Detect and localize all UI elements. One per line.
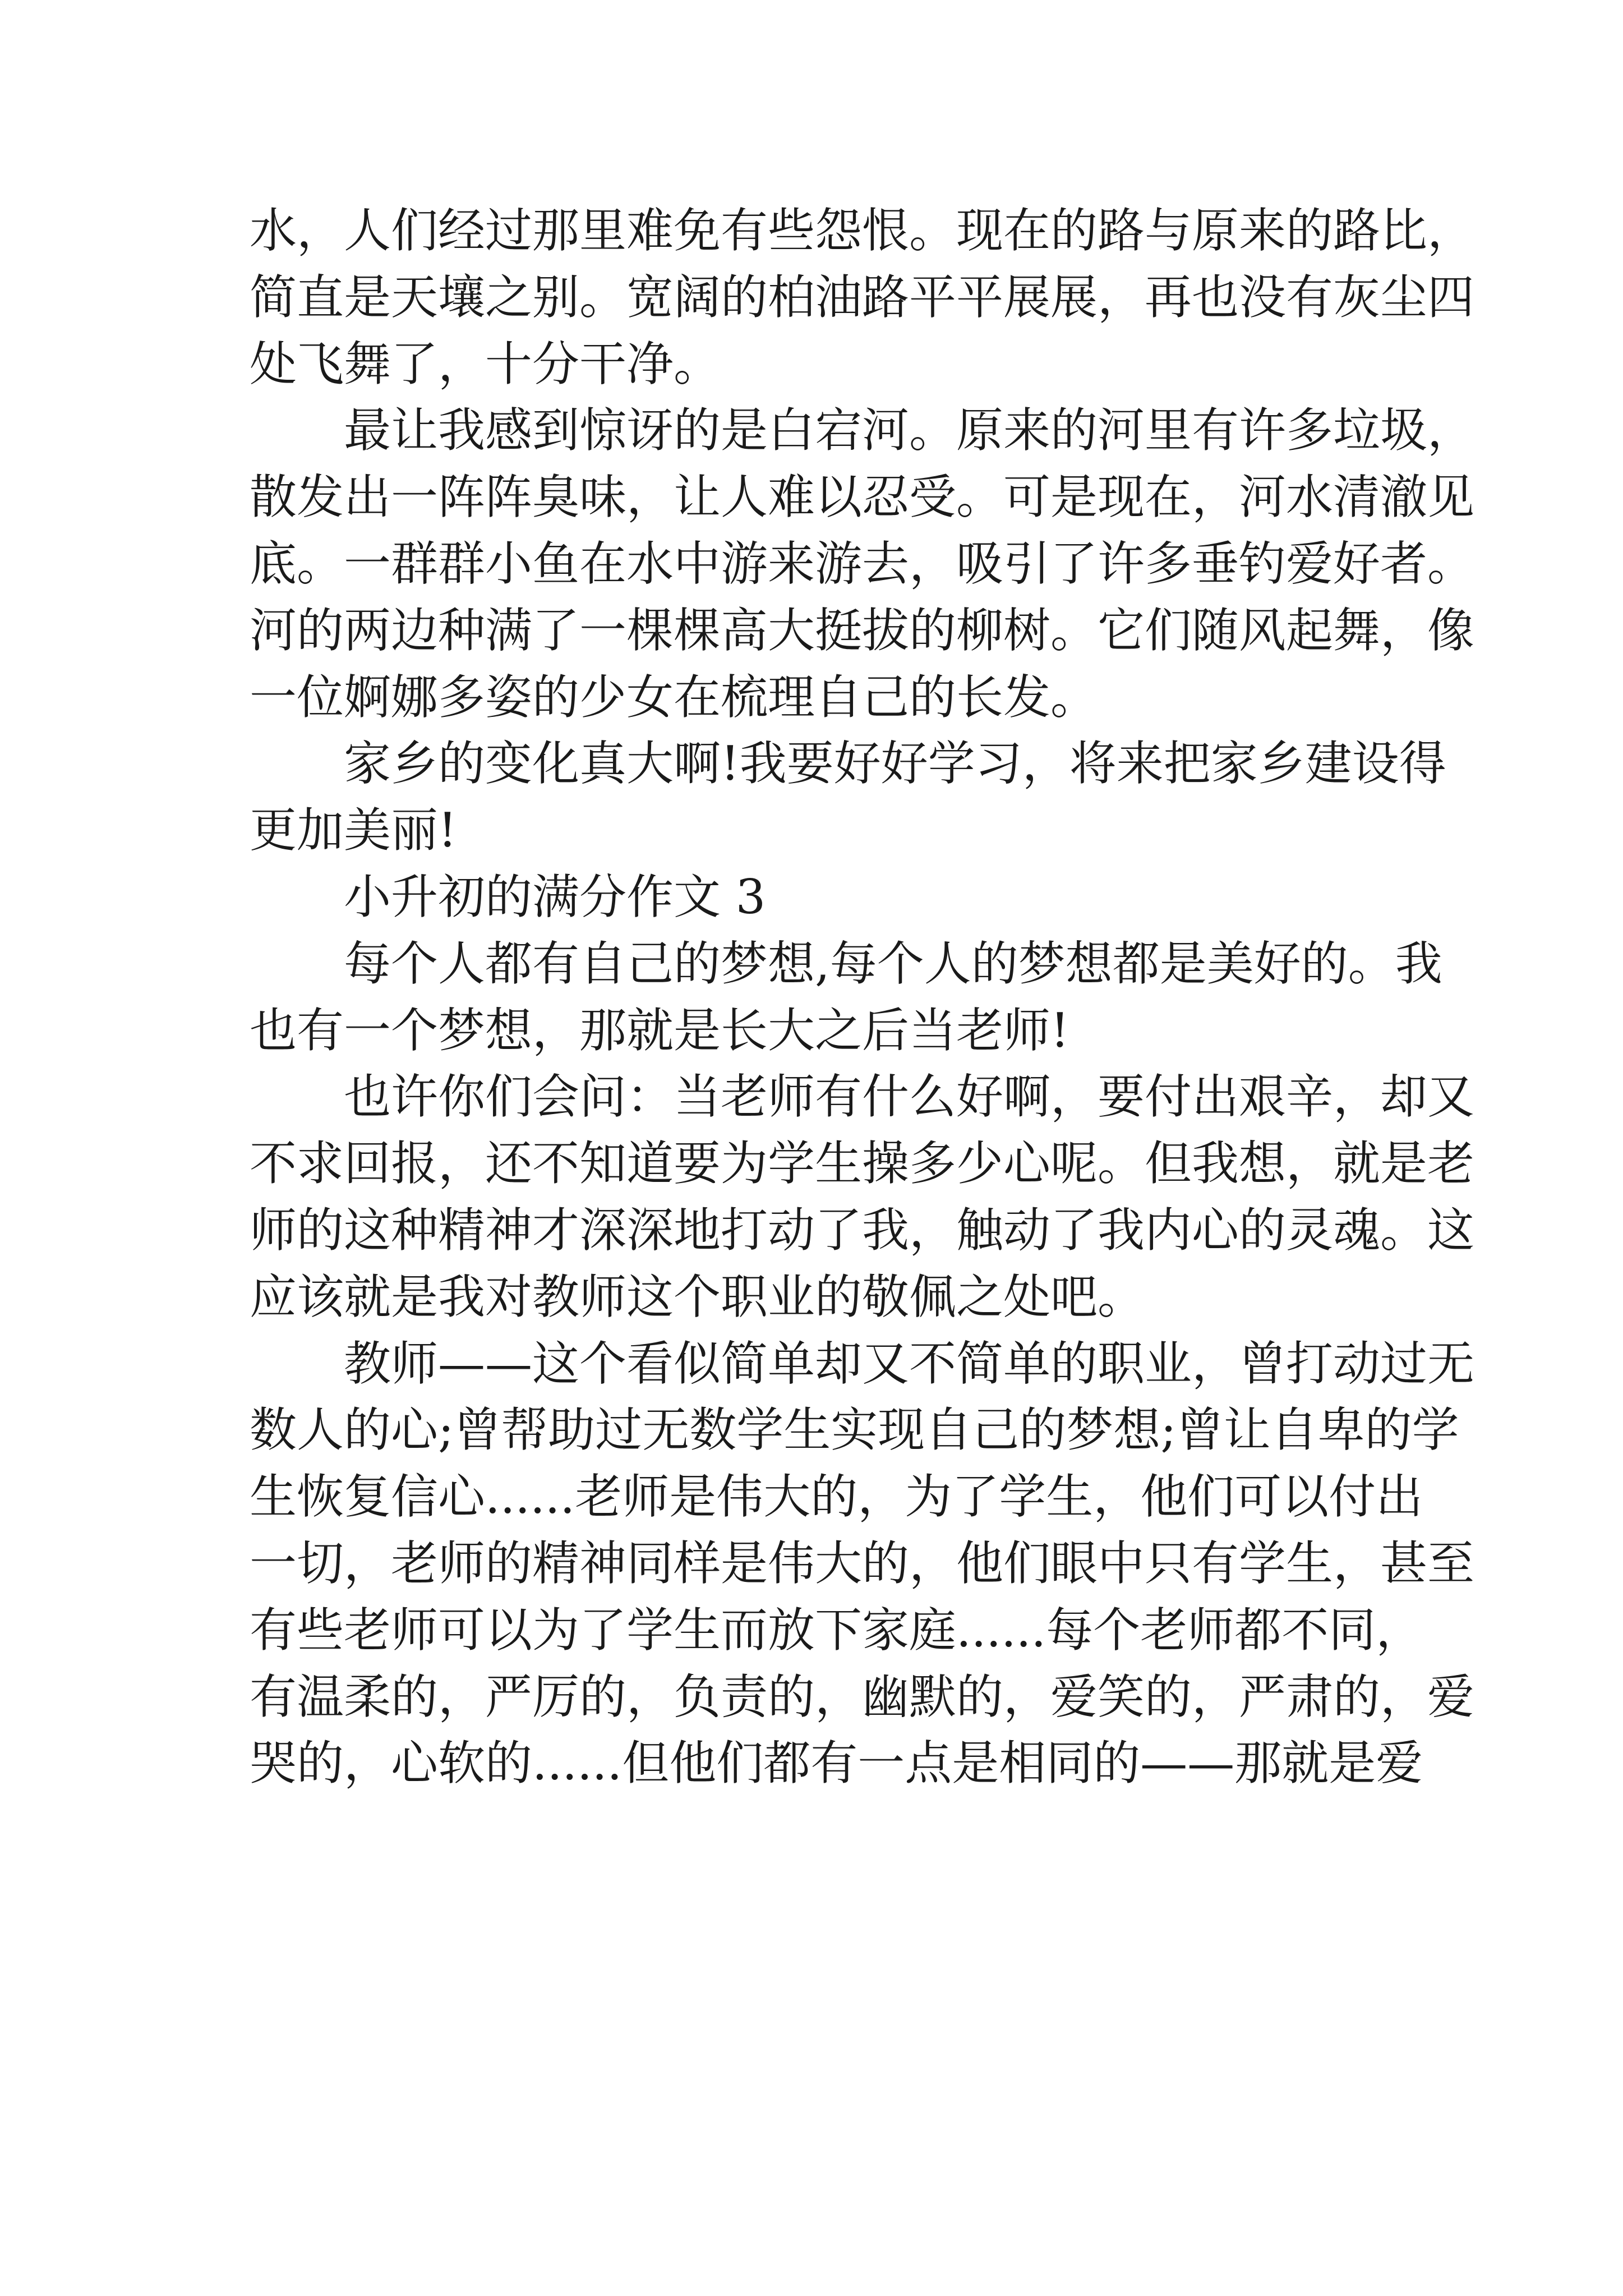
text-line: 有些老师可以为了学生而放下家庭......每个老师都不同， [250,1602,1423,1658]
text-line: 小升初的满分作文 3 [344,869,766,924]
document-body [250,197,1475,1797]
paragraph [250,197,1475,397]
text-line: 生恢复信心......老师是伟大的，为了学生，他们可以付出 [250,1469,1423,1525]
text-line: 最让我感到惊讶的是白宕河。原来的河里有许多垃圾， [344,403,1475,458]
text-line: 处飞舞了，十分干净。 [250,336,721,392]
paragraph [250,1064,1475,1330]
text-line: 简直是天壤之别。宽阔的柏油路平平展展，再也没有灰尘四 [250,269,1475,325]
paragraph [250,931,1442,1064]
text-line: 河的两边种满了一棵棵高大挺拔的柳树。它们随风起舞，像 [250,602,1475,658]
text-line: 每个人都有自己的梦想,每个人的梦想都是美好的。我 [344,936,1442,991]
paragraph [250,730,1446,864]
text-line: 师的这种精神才深深地打动了我，触动了我内心的灵魂。这 [250,1202,1475,1258]
text-line: 底。一群群小鱼在水中游来游去，吸引了许多垂钓爱好者。 [250,536,1475,591]
text-line: 更加美丽! [250,803,457,858]
text-line: 也有一个梦想，那就是长大之后当老师! [250,1002,1069,1058]
paragraph [250,864,1389,931]
text-line: 一切，老师的精神同样是伟大的，他们眼中只有学生，甚至 [250,1535,1475,1591]
text-line: 哭的，心软的......但他们都有一点是相同的——那就是爱 [250,1736,1423,1791]
text-line: 也许你们会问：当老师有什么好啊，要付出艰辛，却又 [344,1069,1475,1125]
text-line: 家乡的变化真大啊!我要好好学习，将来把家乡建设得 [344,736,1446,792]
text-line: 应该就是我对教师这个职业的敬佩之处吧。 [250,1269,1145,1324]
paragraph [250,1331,1475,1797]
text-line: 有温柔的，严厉的，负责的，幽默的，爱笑的，严肃的，爱 [250,1669,1475,1724]
paragraph [250,397,1475,730]
text-line: 一位婀娜多姿的少女在梳理自己的长发。 [250,669,1098,725]
text-line: 水，人们经过那里难免有些怨恨。现在的路与原来的路比， [250,203,1475,258]
text-line: 散发出一阵阵臭味，让人难以忍受。可是现在，河水清澈见 [250,470,1475,525]
text-line: 不求回报，还不知道要为学生操多少心呢。但我想，就是老 [250,1136,1475,1191]
text-line: 教师——这个看似简单却又不简单的职业，曾打动过无 [344,1336,1475,1391]
text-line: 数人的心;曾帮助过无数学生实现自己的梦想;曾让自卑的学 [250,1402,1459,1458]
